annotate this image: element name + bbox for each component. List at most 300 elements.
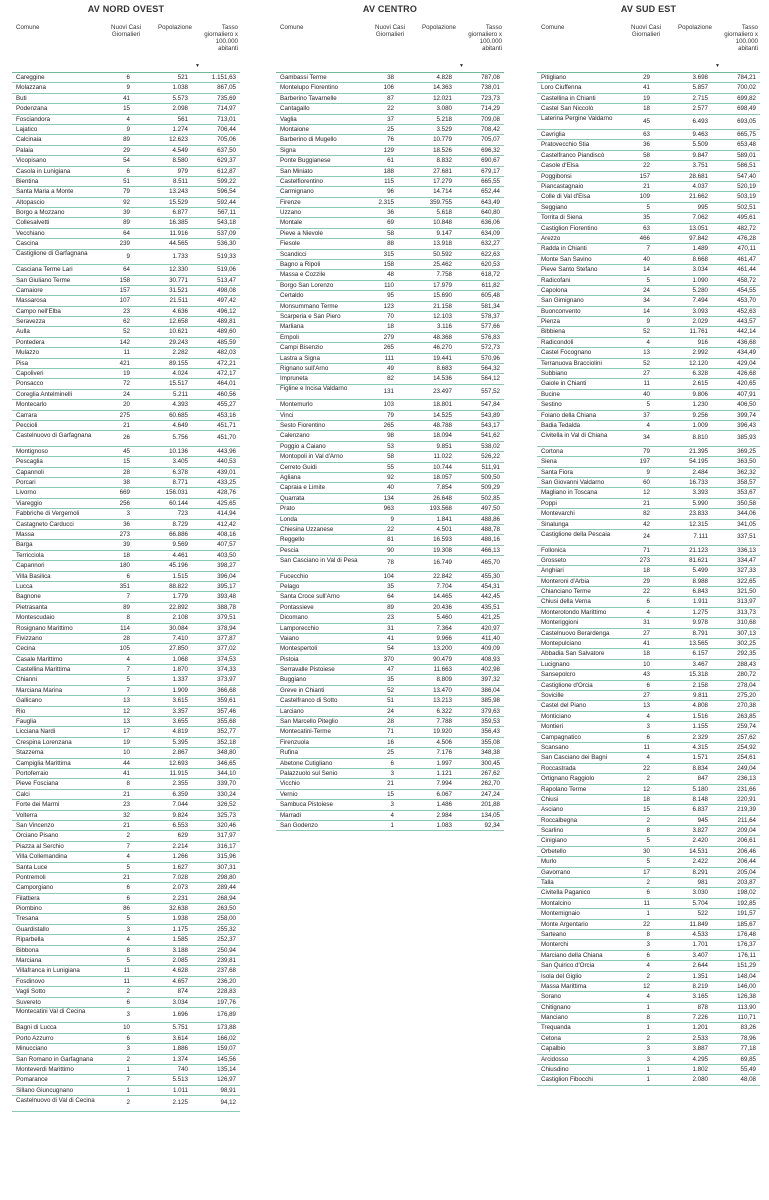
table-row[interactable] bbox=[537, 597, 760, 607]
table-row[interactable] bbox=[12, 218, 240, 228]
table-row[interactable] bbox=[537, 468, 760, 478]
table-row[interactable] bbox=[537, 1075, 760, 1085]
table-row[interactable] bbox=[12, 411, 240, 421]
header-comune[interactable]: Comune bbox=[541, 24, 565, 31]
table-row[interactable] bbox=[537, 930, 760, 940]
table-row[interactable] bbox=[12, 613, 240, 623]
cell-popolazione: 4.461 bbox=[172, 551, 188, 559]
table-row[interactable] bbox=[12, 540, 240, 550]
table-row[interactable] bbox=[12, 624, 240, 634]
table-row[interactable] bbox=[537, 816, 760, 826]
cell-popolazione: 4.636 bbox=[172, 307, 188, 315]
table-row[interactable] bbox=[276, 738, 504, 748]
table-row[interactable] bbox=[12, 530, 240, 540]
table-row[interactable] bbox=[276, 686, 504, 696]
table-row[interactable] bbox=[537, 972, 760, 982]
table-row[interactable] bbox=[276, 374, 504, 384]
table-row[interactable] bbox=[537, 478, 760, 488]
table-row[interactable] bbox=[537, 421, 760, 431]
table-row[interactable] bbox=[276, 515, 504, 525]
table-row[interactable] bbox=[12, 187, 240, 197]
table-row[interactable] bbox=[537, 255, 760, 265]
table-row[interactable] bbox=[537, 400, 760, 410]
table-row[interactable] bbox=[276, 270, 504, 280]
table-row[interactable] bbox=[537, 649, 760, 659]
table-row[interactable] bbox=[537, 431, 760, 447]
table-row[interactable] bbox=[276, 208, 504, 218]
table-row[interactable] bbox=[537, 1003, 760, 1013]
table-row[interactable] bbox=[12, 488, 240, 498]
table-row[interactable] bbox=[537, 359, 760, 369]
table-row[interactable] bbox=[276, 104, 504, 114]
table-row[interactable] bbox=[12, 935, 240, 945]
table-row[interactable] bbox=[12, 821, 240, 831]
table-row[interactable] bbox=[537, 457, 760, 467]
table-row[interactable] bbox=[276, 717, 504, 727]
table-row[interactable] bbox=[537, 836, 760, 846]
table-row[interactable] bbox=[12, 634, 240, 644]
table-row[interactable] bbox=[12, 499, 240, 509]
table-row[interactable] bbox=[537, 530, 760, 546]
cell-comune: Cascina bbox=[16, 240, 39, 248]
table-row[interactable] bbox=[276, 675, 504, 685]
header-nuovi-casi[interactable]: Nuovi Casi Giornalieri bbox=[631, 24, 661, 38]
table-row[interactable] bbox=[537, 499, 760, 509]
table-row[interactable] bbox=[276, 343, 504, 353]
header-tasso[interactable]: Tasso giornaliero x 100.000 abitanti bbox=[468, 24, 502, 52]
table-row[interactable] bbox=[12, 431, 240, 447]
table-row[interactable] bbox=[12, 265, 240, 275]
table-row[interactable] bbox=[12, 717, 240, 727]
table-row[interactable] bbox=[276, 312, 504, 322]
table-row[interactable] bbox=[12, 748, 240, 758]
table-row[interactable] bbox=[276, 546, 504, 556]
header-nuovi-casi[interactable]: Nuovi Casi Giornalieri bbox=[375, 24, 405, 38]
table-row[interactable] bbox=[12, 769, 240, 779]
table-row[interactable] bbox=[12, 509, 240, 519]
table-row[interactable] bbox=[537, 140, 760, 150]
table-row[interactable] bbox=[276, 218, 504, 228]
table-row[interactable] bbox=[537, 488, 760, 498]
table-row[interactable] bbox=[12, 863, 240, 873]
table-row[interactable] bbox=[12, 582, 240, 592]
table-row[interactable] bbox=[276, 385, 504, 401]
table-row[interactable] bbox=[276, 250, 504, 260]
table-row[interactable] bbox=[537, 566, 760, 576]
table-row[interactable] bbox=[537, 546, 760, 556]
table-row[interactable] bbox=[12, 696, 240, 706]
table-row[interactable] bbox=[537, 1065, 760, 1075]
table-row[interactable] bbox=[12, 603, 240, 613]
table-row[interactable] bbox=[12, 665, 240, 675]
table-row[interactable] bbox=[276, 800, 504, 810]
table-row[interactable] bbox=[276, 473, 504, 483]
table-row[interactable] bbox=[12, 759, 240, 769]
table-row[interactable] bbox=[537, 785, 760, 795]
table-row[interactable] bbox=[537, 857, 760, 867]
table-row[interactable] bbox=[537, 130, 760, 140]
table-row[interactable] bbox=[276, 400, 504, 410]
table-row[interactable] bbox=[276, 291, 504, 301]
table-row[interactable] bbox=[276, 229, 504, 239]
table-row[interactable] bbox=[276, 431, 504, 441]
table-row[interactable] bbox=[12, 198, 240, 208]
table-row[interactable] bbox=[12, 811, 240, 821]
table-row[interactable] bbox=[537, 338, 760, 348]
table-row[interactable] bbox=[276, 644, 504, 654]
table-row[interactable] bbox=[276, 525, 504, 535]
table-row[interactable] bbox=[12, 327, 240, 337]
table-row[interactable] bbox=[537, 909, 760, 919]
table-row[interactable] bbox=[537, 73, 760, 83]
table-row[interactable] bbox=[12, 73, 240, 83]
table-row[interactable] bbox=[537, 753, 760, 763]
table-row[interactable] bbox=[537, 920, 760, 930]
table-row[interactable] bbox=[537, 629, 760, 639]
table-row[interactable] bbox=[276, 463, 504, 473]
table-row[interactable] bbox=[537, 1023, 760, 1033]
table-row[interactable] bbox=[12, 686, 240, 696]
cell-comune: Careggine bbox=[16, 74, 45, 81]
table-row[interactable] bbox=[276, 442, 504, 452]
table-row[interactable] bbox=[12, 1008, 240, 1024]
table-row[interactable] bbox=[537, 556, 760, 566]
table-row[interactable] bbox=[537, 296, 760, 306]
table-row[interactable] bbox=[276, 811, 504, 821]
table-row[interactable] bbox=[537, 192, 760, 202]
table-row[interactable] bbox=[12, 468, 240, 478]
table-row[interactable] bbox=[276, 494, 504, 504]
table-row[interactable] bbox=[276, 115, 504, 125]
header-popolazione[interactable]: Popolazione bbox=[157, 24, 192, 31]
table-row[interactable] bbox=[12, 421, 240, 431]
table-row[interactable] bbox=[537, 94, 760, 104]
table-row[interactable] bbox=[12, 852, 240, 862]
table-row[interactable] bbox=[537, 878, 760, 888]
table-row[interactable] bbox=[276, 504, 504, 514]
table-row[interactable] bbox=[537, 899, 760, 909]
table-row[interactable] bbox=[276, 624, 504, 634]
cell-popolazione: 16.593 bbox=[433, 536, 452, 544]
table-row[interactable] bbox=[537, 1013, 760, 1023]
table-row[interactable] bbox=[276, 821, 504, 831]
table-row[interactable] bbox=[276, 73, 504, 83]
table-row[interactable] bbox=[537, 701, 760, 711]
table-row[interactable] bbox=[276, 748, 504, 758]
table-row[interactable] bbox=[276, 281, 504, 291]
table-row[interactable] bbox=[276, 665, 504, 675]
table-row[interactable] bbox=[276, 613, 504, 623]
table-row[interactable] bbox=[12, 369, 240, 379]
table-row[interactable] bbox=[276, 696, 504, 706]
header-tasso[interactable]: Tasso giornaliero x 100.000 abitanti bbox=[724, 24, 758, 52]
table-row[interactable] bbox=[12, 338, 240, 348]
table-row[interactable] bbox=[12, 675, 240, 685]
table-row[interactable] bbox=[12, 925, 240, 935]
table-row[interactable] bbox=[12, 1075, 240, 1085]
table-row[interactable] bbox=[12, 296, 240, 306]
table-row[interactable] bbox=[276, 125, 504, 135]
header-popolazione[interactable]: Popolazione bbox=[421, 24, 456, 31]
table-row[interactable] bbox=[12, 177, 240, 187]
table-row[interactable] bbox=[276, 535, 504, 545]
table-row[interactable] bbox=[12, 956, 240, 966]
table-row[interactable] bbox=[537, 733, 760, 743]
table-row[interactable] bbox=[537, 670, 760, 680]
table-row[interactable] bbox=[12, 104, 240, 114]
table-row[interactable] bbox=[276, 135, 504, 145]
table-row[interactable] bbox=[276, 322, 504, 332]
table-row[interactable] bbox=[12, 250, 240, 266]
cell-nuovi-casi: 105 bbox=[119, 645, 130, 653]
table-row[interactable] bbox=[537, 327, 760, 337]
header-tasso[interactable]: Tasso giornaliero x 100.000 abitanti bbox=[204, 24, 238, 52]
table-row[interactable] bbox=[276, 333, 504, 343]
table-row[interactable] bbox=[276, 483, 504, 493]
table-row[interactable] bbox=[276, 94, 504, 104]
table-row[interactable] bbox=[276, 177, 504, 187]
table-row[interactable] bbox=[276, 411, 504, 421]
table-row[interactable] bbox=[537, 115, 760, 131]
table-row[interactable] bbox=[537, 1044, 760, 1054]
table-row[interactable] bbox=[537, 722, 760, 732]
table-row[interactable] bbox=[537, 743, 760, 753]
table-row[interactable] bbox=[12, 135, 240, 145]
table-row[interactable] bbox=[276, 354, 504, 364]
table-row[interactable] bbox=[537, 712, 760, 722]
cell-tasso: 496,12 bbox=[217, 307, 236, 315]
table-row[interactable] bbox=[537, 1055, 760, 1065]
table-row[interactable] bbox=[12, 873, 240, 883]
table-row[interactable] bbox=[12, 229, 240, 239]
table-row[interactable] bbox=[12, 286, 240, 296]
table-row[interactable] bbox=[537, 224, 760, 234]
table-row[interactable] bbox=[12, 1055, 240, 1065]
table-row[interactable] bbox=[12, 644, 240, 654]
table-row[interactable] bbox=[276, 239, 504, 249]
header-comune[interactable]: Comune bbox=[16, 24, 40, 31]
table-row[interactable] bbox=[276, 759, 504, 769]
table-row[interactable] bbox=[276, 421, 504, 431]
table-row[interactable] bbox=[537, 182, 760, 192]
cell-popolazione: 4.533 bbox=[692, 930, 708, 938]
table-row[interactable] bbox=[537, 888, 760, 898]
table-row[interactable] bbox=[537, 660, 760, 670]
table-row[interactable] bbox=[12, 551, 240, 561]
table-row[interactable] bbox=[12, 457, 240, 467]
table-row[interactable] bbox=[537, 203, 760, 213]
table-row[interactable] bbox=[12, 998, 240, 1008]
table-row[interactable] bbox=[12, 987, 240, 997]
table-row[interactable] bbox=[276, 779, 504, 789]
table-row[interactable] bbox=[276, 727, 504, 737]
table-row[interactable] bbox=[537, 764, 760, 774]
table-row[interactable] bbox=[12, 156, 240, 166]
table-row[interactable] bbox=[537, 317, 760, 327]
table-row[interactable] bbox=[12, 208, 240, 218]
table-row[interactable] bbox=[537, 992, 760, 1002]
table-row[interactable] bbox=[537, 379, 760, 389]
table-row[interactable] bbox=[276, 167, 504, 177]
table-row[interactable] bbox=[12, 317, 240, 327]
table-row[interactable] bbox=[12, 1023, 240, 1033]
table-row[interactable] bbox=[276, 556, 504, 572]
table-row[interactable] bbox=[12, 966, 240, 976]
table-row[interactable] bbox=[537, 307, 760, 317]
table-row[interactable] bbox=[12, 707, 240, 717]
table-row[interactable] bbox=[537, 618, 760, 628]
table-row[interactable] bbox=[12, 239, 240, 249]
table-row[interactable] bbox=[276, 156, 504, 166]
table-row[interactable] bbox=[12, 146, 240, 156]
table-row[interactable] bbox=[12, 1065, 240, 1075]
table-row[interactable] bbox=[537, 847, 760, 857]
table-row[interactable] bbox=[12, 400, 240, 410]
table-row[interactable] bbox=[276, 146, 504, 156]
header-nuovi-casi[interactable]: Nuovi Casi Giornalieri bbox=[111, 24, 141, 38]
table-row[interactable] bbox=[537, 234, 760, 244]
table-row[interactable] bbox=[12, 447, 240, 457]
cell-nuovi-casi: 58 bbox=[387, 229, 394, 237]
table-row[interactable] bbox=[12, 307, 240, 317]
table-row[interactable] bbox=[276, 790, 504, 800]
cell-nuovi-casi: 2 bbox=[126, 1099, 130, 1107]
table-row[interactable] bbox=[12, 831, 240, 841]
table-row[interactable] bbox=[537, 940, 760, 950]
table-row[interactable] bbox=[12, 390, 240, 400]
table-row[interactable] bbox=[537, 276, 760, 286]
cell-tasso: 541,62 bbox=[481, 432, 500, 440]
cell-comune: Lucca bbox=[16, 582, 33, 590]
table-row[interactable] bbox=[276, 707, 504, 717]
sort-desc-icon[interactable]: ▼ bbox=[715, 63, 720, 69]
table-row[interactable] bbox=[12, 738, 240, 748]
table-row[interactable] bbox=[12, 359, 240, 369]
table-row[interactable] bbox=[276, 592, 504, 602]
table-row[interactable] bbox=[12, 655, 240, 665]
table-row[interactable] bbox=[537, 587, 760, 597]
table-row[interactable] bbox=[276, 198, 504, 208]
table-row[interactable] bbox=[537, 951, 760, 961]
table-row[interactable] bbox=[537, 577, 760, 587]
table-row[interactable] bbox=[537, 805, 760, 815]
table-row[interactable] bbox=[537, 608, 760, 618]
table-row[interactable] bbox=[537, 509, 760, 519]
table-row[interactable] bbox=[537, 369, 760, 379]
table-row[interactable] bbox=[12, 478, 240, 488]
table-row[interactable] bbox=[537, 639, 760, 649]
table-row[interactable] bbox=[537, 681, 760, 691]
cell-comune: Scansano bbox=[541, 743, 569, 751]
table-row[interactable] bbox=[537, 961, 760, 971]
table-row[interactable] bbox=[537, 161, 760, 171]
table-row[interactable] bbox=[537, 411, 760, 421]
table-row[interactable] bbox=[537, 868, 760, 878]
table-row[interactable] bbox=[12, 379, 240, 389]
table-row[interactable] bbox=[276, 302, 504, 312]
table-row[interactable] bbox=[12, 1034, 240, 1044]
table-row[interactable] bbox=[12, 914, 240, 924]
table-row[interactable] bbox=[12, 115, 240, 125]
table-row[interactable] bbox=[12, 727, 240, 737]
cell-tasso: 453,70 bbox=[737, 297, 756, 305]
cell-nuovi-casi: 39 bbox=[123, 541, 130, 549]
table-row[interactable] bbox=[12, 592, 240, 602]
table-row[interactable] bbox=[276, 452, 504, 462]
table-row[interactable] bbox=[12, 894, 240, 904]
table-row[interactable] bbox=[12, 125, 240, 135]
table-row[interactable] bbox=[12, 779, 240, 789]
header-comune[interactable]: Comune bbox=[280, 24, 304, 31]
table-row[interactable] bbox=[537, 774, 760, 784]
table-row[interactable] bbox=[276, 582, 504, 592]
table-row[interactable] bbox=[276, 572, 504, 582]
table-body bbox=[12, 73, 240, 1112]
table-row[interactable] bbox=[276, 634, 504, 644]
table-row[interactable] bbox=[276, 364, 504, 374]
table-row[interactable] bbox=[12, 946, 240, 956]
header-popolazione[interactable]: Popolazione bbox=[677, 24, 712, 31]
table-row[interactable] bbox=[12, 94, 240, 104]
table-row[interactable] bbox=[537, 104, 760, 114]
cell-tasso: 489,60 bbox=[217, 328, 236, 336]
sort-desc-icon[interactable]: ▼ bbox=[195, 63, 200, 69]
table-row[interactable] bbox=[12, 800, 240, 810]
table-row[interactable] bbox=[537, 795, 760, 805]
table-row[interactable] bbox=[276, 655, 504, 665]
table-row[interactable] bbox=[537, 151, 760, 161]
table-row[interactable] bbox=[276, 769, 504, 779]
table-row[interactable] bbox=[12, 1044, 240, 1054]
table-row[interactable] bbox=[537, 172, 760, 182]
sort-desc-icon[interactable]: ▼ bbox=[459, 63, 464, 69]
table-row[interactable] bbox=[537, 691, 760, 701]
table-row[interactable] bbox=[537, 1034, 760, 1044]
table-row[interactable] bbox=[12, 904, 240, 914]
table-row[interactable] bbox=[12, 842, 240, 852]
table-row[interactable] bbox=[537, 83, 760, 93]
table-row[interactable] bbox=[12, 348, 240, 358]
table-row[interactable] bbox=[12, 790, 240, 800]
table-row[interactable] bbox=[12, 276, 240, 286]
table-row[interactable] bbox=[276, 260, 504, 270]
table-row[interactable] bbox=[276, 603, 504, 613]
table-row[interactable] bbox=[12, 167, 240, 177]
table-row[interactable] bbox=[12, 561, 240, 571]
table-row[interactable] bbox=[537, 390, 760, 400]
cell-tasso: 520,19 bbox=[737, 183, 756, 191]
table-row[interactable] bbox=[537, 286, 760, 296]
table-row[interactable] bbox=[537, 826, 760, 836]
table-row[interactable] bbox=[537, 265, 760, 275]
table-row[interactable] bbox=[537, 520, 760, 530]
table-row[interactable] bbox=[537, 447, 760, 457]
table-row[interactable] bbox=[537, 348, 760, 358]
table-row[interactable] bbox=[12, 977, 240, 987]
table-row[interactable] bbox=[12, 883, 240, 893]
table-row[interactable] bbox=[537, 982, 760, 992]
table-row[interactable] bbox=[537, 213, 760, 223]
table-row[interactable] bbox=[12, 572, 240, 582]
table-row[interactable] bbox=[276, 187, 504, 197]
table-row[interactable] bbox=[537, 244, 760, 254]
table-row[interactable] bbox=[12, 1086, 240, 1096]
table-row[interactable] bbox=[12, 520, 240, 530]
table-row[interactable] bbox=[12, 83, 240, 93]
cell-comune: Vernio bbox=[280, 790, 298, 798]
table-row[interactable] bbox=[276, 83, 504, 93]
table-row[interactable] bbox=[12, 1096, 240, 1112]
